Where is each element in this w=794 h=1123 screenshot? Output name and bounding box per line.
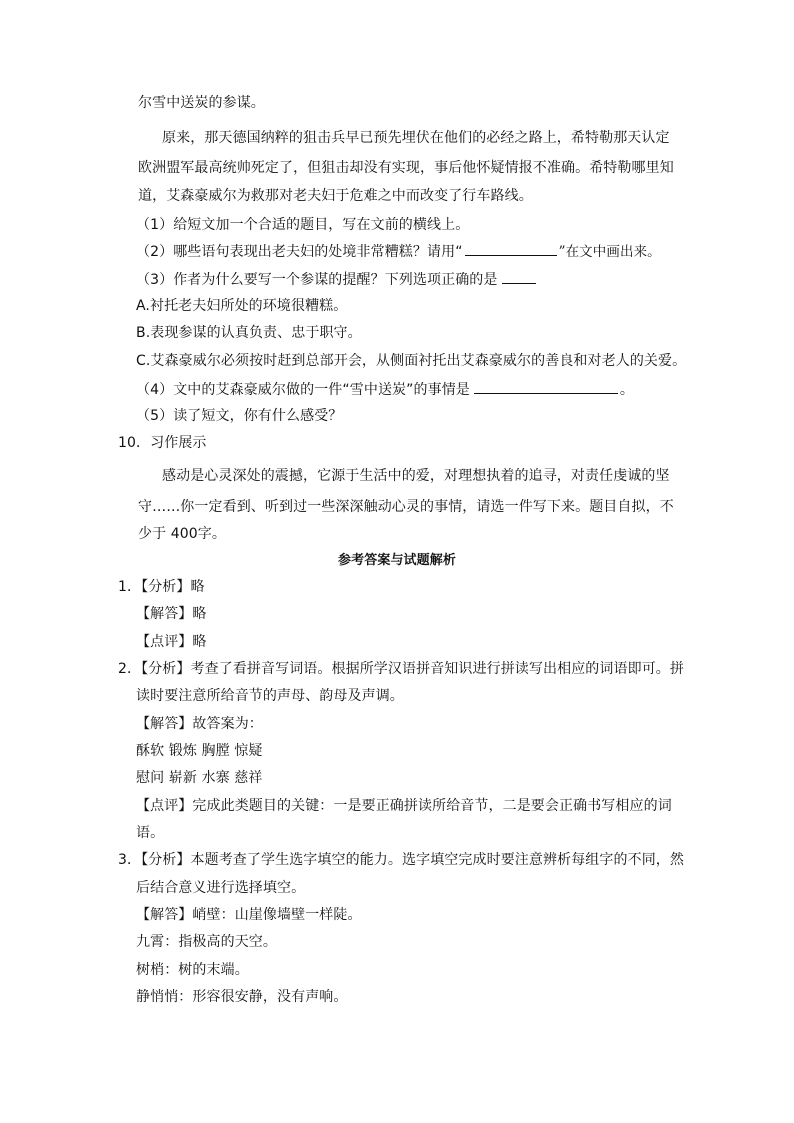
story-line: 尔雪中送炭的参谋。 (138, 95, 265, 111)
question-4 (136, 379, 634, 400)
question-2-suffix: ”在文中画出来。 (558, 244, 661, 260)
answer-2-comment: 【点评】完成此类题目的关键：一是要正确拼读所给音节，二是要会正确书写相应的词 (136, 798, 672, 814)
option-b: B.表现参谋的认真负责、忠于职守。 (136, 325, 362, 341)
answer-words-row: 酥软 锻炼 胸膛 惊疑 (136, 743, 263, 759)
answers-heading: 参考答案与试题解析 (338, 553, 456, 568)
answer-blank[interactable] (474, 379, 618, 394)
option-c: C.艾森豪威尔必须按时赶到总部开会，从侧面衬托出艾森豪威尔的善良和对老人的关爱。 (136, 353, 687, 369)
story-line: 欧洲盟军最高统帅死定了，但狙击却没有实现，事后他怀疑情报不准确。希特勒哪里知 (138, 160, 674, 176)
question-3 (136, 269, 536, 290)
prompt-line: 守……你一定看到、听到过一些深深触动心灵的事情，请选一件写下来。题目自拟，不 (138, 499, 674, 515)
answer-3-solution: 【解答】峭壁：山崖像墙壁一样陡。 (136, 907, 362, 923)
story-line: 道，艾森豪威尔为救那对老夫妇于危难之中而改变了行车路线。 (138, 188, 533, 204)
answer-text-line: 九霄：指极高的天空。 (136, 934, 277, 950)
answer-words-row: 慰问 崭新 水寨 慈祥 (136, 770, 263, 786)
question-5: （5）读了短文，你有什么感受？ (136, 408, 343, 424)
answer-1-analysis: 1．【分析】略 (118, 579, 205, 595)
question-4-suffix: 。 (619, 382, 635, 398)
answer-1-comment: 【点评】略 (136, 634, 207, 650)
option-a: A.衬托老夫妇所处的环境很糟糕。 (136, 298, 348, 314)
answer-text-line: 读时要注意所给音节的声母、韵母及声调。 (136, 688, 404, 704)
answer-blank[interactable] (465, 241, 557, 256)
answer-3-analysis: 3．【分析】本题考查了学生选字填空的能力。选字填空完成时要注意辨析每组字的不同，然 (118, 852, 685, 868)
prompt-line: 少于 400字。 (138, 526, 226, 542)
question-2-text: （2）哪些语句表现出老夫妇的处境非常糟糕？请用“ (136, 244, 463, 260)
answer-text-line: 后结合意义进行选择填空。 (136, 880, 306, 896)
answer-2-analysis: 2．【分析】考查了看拼音写词语。根据所学汉语拼音知识进行拼读写出相应的词语即可。拼 (118, 661, 685, 677)
answer-1-solution: 【解答】略 (136, 606, 207, 622)
question-4-text: （4）文中的艾森豪威尔做的一件“雪中送炭”的事情是 (136, 382, 470, 398)
question-3-text: （3）作者为什么要写一个参谋的提醒？下列选项正确的是 (136, 272, 498, 288)
prompt-line: 感动是心灵深处的震撼，它源于生活中的爱，对理想执着的追寻，对责任虔诚的坚 (162, 468, 670, 484)
story-paragraph-start: 原来，那天德国纳粹的狙击兵早已预先埋伏在他们的必经之路上，希特勒那天认定 (162, 130, 670, 146)
question-2 (136, 241, 661, 262)
question-10-title: 10．习作展示 (118, 435, 207, 451)
answer-blank[interactable] (502, 269, 536, 284)
answer-text-line: 树梢：树的末端。 (136, 962, 249, 978)
answer-text-line: 语。 (136, 825, 165, 841)
answer-2-solution: 【解答】故答案为： (136, 716, 263, 732)
answer-text-line: 静悄悄：形容很安静，没有声响。 (136, 989, 348, 1005)
question-1: （1）给短文加一个合适的题目，写在文前的横线上。 (136, 217, 470, 233)
